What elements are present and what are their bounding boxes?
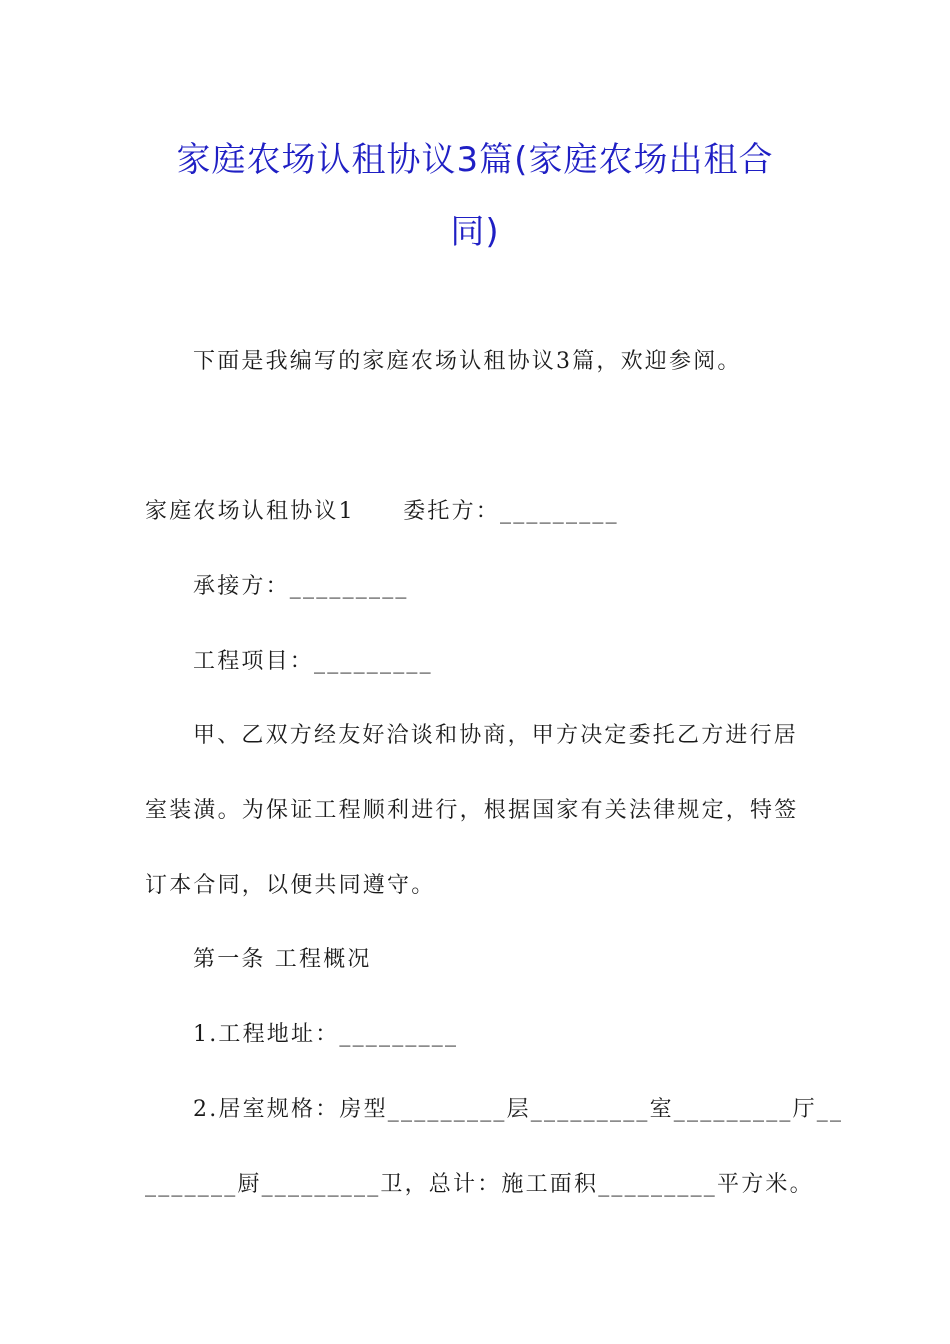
contractor-line: 承接方：_________ (193, 574, 409, 599)
agreement-heading: 家庭农场认租协议1 委托方：_________ (145, 499, 619, 524)
paragraph-line: 甲、乙双方经友好洽谈和协商，甲方决定委托乙方进行居 (193, 723, 799, 748)
list-item-room-spec: 2.居室规格：房型_________层_________室_________厅__ (193, 1097, 844, 1122)
paragraph-line: 室装潢。为保证工程顺利进行，根据国家有关法律规定，特签 (145, 798, 799, 823)
list-item-room-spec-continued: _______厨_________卫，总计：施工面积_________平方米。 (145, 1172, 814, 1197)
paragraph-line: 订本合同，以便共同遵守。 (145, 873, 436, 898)
article-heading: 第一条 工程概况 (193, 947, 372, 972)
list-item-address: 1.工程地址：_________ (193, 1022, 459, 1047)
document-title-line-1: 家庭农场认租协议3篇(家庭农场出租合 (176, 140, 774, 180)
intro-paragraph: 下面是我编写的家庭农场认租协议3篇，欢迎参阅。 (193, 349, 742, 374)
project-line: 工程项目：_________ (193, 649, 433, 674)
document-title-line-2: 同) (450, 212, 500, 252)
